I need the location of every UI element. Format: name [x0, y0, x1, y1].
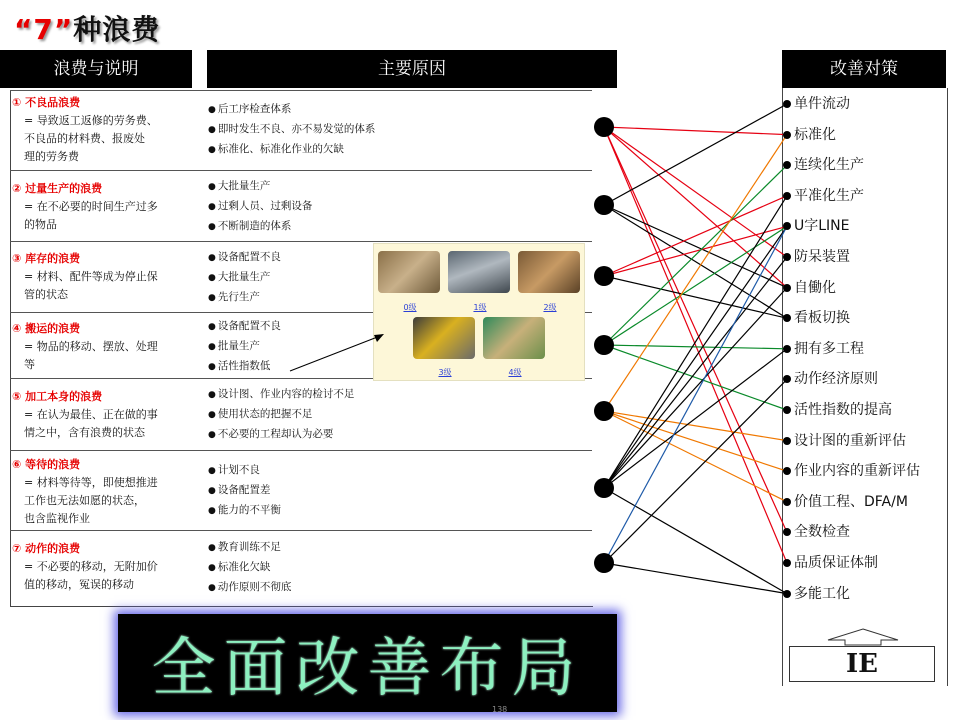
bullet-icon — [783, 406, 791, 414]
waste-item-5: ⑤ 加工本身的浪费 = 在认为最佳、正在做的事 情之中，含有浪费的状态 — [12, 390, 158, 439]
bullet-icon — [783, 284, 791, 292]
link-line — [604, 226, 787, 345]
page-number: 138 — [492, 705, 508, 714]
measure-item — [783, 248, 850, 266]
bullet-icon — [783, 253, 791, 261]
link-line — [604, 411, 787, 441]
photo-link-level-3[interactable]: 3级 — [438, 368, 452, 377]
photo-link-level-4[interactable]: 4级 — [508, 368, 522, 377]
measure-item — [783, 523, 850, 541]
measure-item — [783, 279, 836, 297]
measure-label: 自働化 — [794, 279, 836, 296]
measure-item — [783, 554, 878, 572]
cause-node — [594, 117, 614, 137]
ie-label: IE — [789, 646, 935, 682]
measure-item — [783, 217, 850, 235]
title-text: 种浪费 — [73, 13, 161, 46]
measure-item — [783, 126, 836, 144]
bullet-icon — [783, 590, 791, 598]
waste-item-6: ⑥ 等待的浪费 = 材料等待等，即使想推进 工作也无法如愿的状态， 也含监视作业 — [12, 458, 158, 525]
title-number: 7 — [33, 13, 54, 46]
cause-header: 主要原因 — [207, 50, 617, 88]
cause-list-2: ● 大批量生产 ● 过剩人员、过剩设备 ● 不断制造的体系 — [208, 177, 588, 237]
link-line — [604, 345, 787, 410]
arrowhead-icon — [374, 334, 384, 342]
waste-item-2: ② 过量生产的浪费 = 在不必要的时间生产过多 的物品 — [12, 182, 158, 231]
page-title: “7”种浪费 — [14, 13, 161, 46]
cause-list-6: ● 计划不良 ● 设备配置差 ● 能力的不平衡 — [208, 461, 588, 521]
bullet-icon — [783, 467, 791, 475]
link-line — [604, 226, 787, 276]
up-arrow-icon — [827, 628, 899, 646]
measure-label: 连续化生产 — [794, 157, 864, 174]
cause-node — [594, 266, 614, 286]
measure-label: 多能工化 — [794, 585, 850, 602]
bullet-icon — [783, 192, 791, 200]
link-line — [604, 127, 787, 135]
measure-item — [783, 585, 850, 603]
measure-label: 平准化生产 — [794, 187, 864, 204]
waste-item-3: ③ 库存的浪费 = 材料、配件等成为停止保 管的状态 — [12, 252, 158, 301]
bullet-icon — [783, 222, 791, 230]
waste-item-7: ⑦ 动作的浪费 = 不必要的移动，无附加价 值的移动，冤误的移动 — [12, 542, 158, 591]
bullet-icon — [783, 559, 791, 567]
measure-label: 防呆装置 — [794, 249, 850, 265]
waste-item-1: ① 不良品浪费 = 导致返工返修的劳务费、 不良品的材料费、报废处 理的劳务费 — [12, 96, 158, 163]
measure-item — [783, 462, 920, 480]
link-line — [604, 205, 787, 318]
cause-list-1: ● 后工序检查体系 ● 即时发生不良、亦不易发觉的体系 ● 标准化、标准化作业的欠缺 — [208, 100, 588, 160]
photo-link-level-0[interactable]: 0级 — [403, 303, 417, 312]
bullet-icon — [783, 161, 791, 169]
bullet-icon — [783, 100, 791, 108]
cause-node — [594, 335, 614, 355]
link-line — [604, 257, 787, 488]
waste-item-4: ④ 搬运的浪费 = 物品的移动、摆放、处理 等 — [12, 322, 158, 371]
measure-item — [783, 370, 878, 388]
cause-list-5: ● 设计图、作业内容的检讨不足 ● 使用状态的把握不足 ● 不必要的工程却认为必要 — [208, 385, 588, 445]
measure-item — [783, 95, 850, 113]
measure-item — [783, 340, 864, 358]
measure-label: 全数检查 — [794, 524, 850, 541]
link-line — [604, 226, 787, 488]
measure-label: 看板切换 — [794, 310, 850, 327]
measure-label: 品质保证体制 — [794, 555, 878, 571]
measure-item — [783, 401, 892, 419]
link-line — [604, 196, 787, 488]
link-line — [604, 104, 787, 205]
cause-node — [594, 195, 614, 215]
measure-item — [783, 187, 864, 205]
measure-label: 标准化 — [794, 126, 836, 143]
cause-node — [594, 401, 614, 421]
link-line — [604, 411, 787, 471]
bullet-icon — [783, 498, 791, 506]
measure-item — [783, 493, 908, 511]
measure-label: 拥有多工程 — [794, 340, 864, 357]
banner — [118, 614, 617, 712]
measure-header: 改善对策 — [782, 50, 946, 88]
measure-item — [783, 432, 906, 450]
link-line — [604, 205, 787, 288]
bullet-icon — [783, 375, 791, 383]
measure-label: U字LINE — [794, 218, 850, 235]
photo-link-level-2[interactable]: 2级 — [543, 303, 557, 312]
bullet-icon — [783, 345, 791, 353]
bullet-icon — [783, 437, 791, 445]
cause-node — [594, 478, 614, 498]
link-line — [604, 276, 787, 318]
measure-label: 设计图的重新评估 — [794, 432, 906, 449]
measure-label: 单件流动 — [794, 96, 850, 112]
photo-link-level-1[interactable]: 1级 — [473, 303, 487, 312]
pointer-arrow — [290, 336, 380, 371]
bullet-icon — [783, 528, 791, 536]
measure-label: 作业内容的重新评估 — [794, 463, 920, 480]
cause-node — [594, 553, 614, 573]
measure-label: 动作经济原则 — [794, 371, 878, 388]
measure-item — [783, 156, 864, 174]
bullet-icon — [783, 314, 791, 322]
bullet-icon — [783, 131, 791, 139]
banner-text: 全面改善布局 — [151, 632, 584, 706]
measure-item — [783, 309, 850, 327]
waste-header: 浪费与说明 — [0, 50, 192, 88]
cause-list-3: ● 设备配置不良 ● 大批量生产 ● 先行生产 — [208, 248, 588, 308]
cause-list-7: ● 教育训练不足 ● 标准化欠缺 ● 动作原则不彻底 — [208, 538, 588, 598]
cause-list-4: ● 设备配置不良 ● 批量生产 ● 活性指数低 — [208, 317, 588, 377]
link-line — [604, 411, 787, 502]
link-line — [604, 226, 787, 563]
measure-label: 价值工程、DFA/M — [794, 493, 908, 510]
measure-label: 活性指数的提高 — [794, 402, 892, 418]
